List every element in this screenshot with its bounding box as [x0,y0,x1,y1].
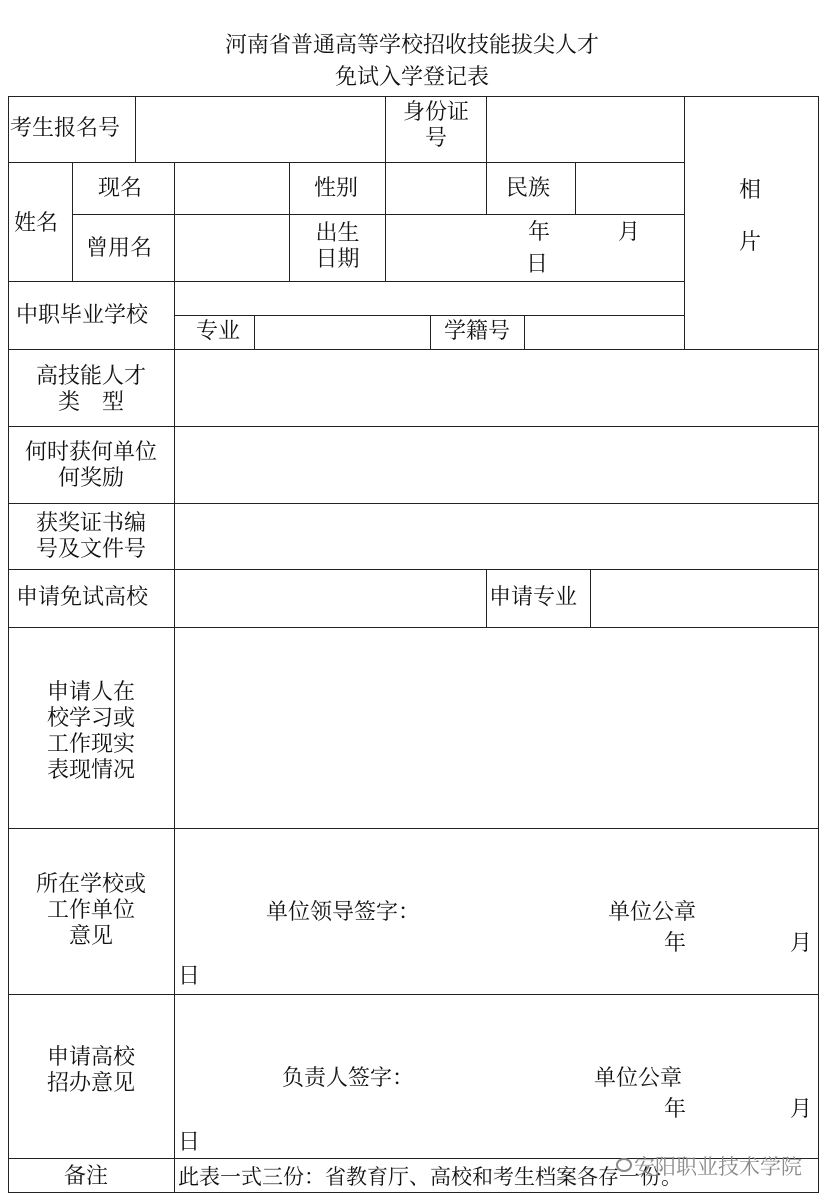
remarks-label: 备注 [64,1164,109,1189]
former-name-field[interactable] [175,215,289,281]
student-no-field[interactable] [525,316,684,349]
form-subtitle: 免试入学登记表 [334,65,489,90]
wechat-icon [616,1158,632,1172]
sign-month-label: 月 [790,931,813,956]
photo-box[interactable] [685,97,818,349]
sign-year-label: 年 [664,931,687,956]
sign-day-label-2: 日 [178,1130,201,1155]
id-no-label: 身份证 号 [402,100,469,151]
applicant-no-label: 考生报名号 [10,116,121,141]
sign-year-label-2: 年 [664,1097,687,1122]
school-opinion-label: 所在学校或 工作单位 意见 [35,872,146,949]
responsible-sign-label: 负责人签字： [282,1066,415,1091]
target-university-field[interactable] [175,570,486,627]
current-name-label: 现名 [98,176,143,201]
birth-month-label: 月 [618,220,641,245]
remarks-text: 此表一式三份：省教育厅、高校和考生档案各存一份。 [178,1165,682,1189]
name-group-label: 姓名 [14,211,59,236]
unit-seal-label-2: 单位公章 [594,1066,683,1091]
photo-label: 相 片 [738,178,761,255]
birth-day-label: 日 [526,252,549,277]
watermark-text: 安阳职业技术学院 [634,1155,802,1179]
major-field[interactable] [255,316,430,349]
current-name-field[interactable] [175,163,289,214]
applicant-no-field[interactable] [136,97,385,162]
ethnicity-label: 民族 [506,176,551,201]
talent-type-field[interactable] [175,350,818,426]
birth-date-label: 出生 日期 [315,221,360,272]
secondary-school-field[interactable] [175,282,684,315]
target-university-label: 申请免试高校 [16,585,149,610]
award-info-label: 何时获何单位 何奖励 [24,440,157,491]
former-name-label: 曾用名 [86,236,153,261]
target-major-label: 申请专业 [489,585,578,610]
sign-month-label-2: 月 [790,1097,813,1122]
unit-seal-label: 单位公章 [608,900,697,925]
gender-field[interactable] [386,163,486,214]
leader-sign-label: 单位领导签字： [266,900,421,925]
student-no-label: 学籍号 [444,319,511,344]
university-opinion-label: 申请高校 招办意见 [46,1045,135,1096]
form-title: 河南省普通高等学校招收技能拔尖人才 [224,33,599,58]
secondary-school-label: 中职毕业学校 [16,303,149,328]
performance-field[interactable] [175,628,818,828]
major-label: 专业 [196,319,241,344]
certificate-no-label: 获奖证书编 号及文件号 [35,511,146,562]
talent-type-label: 高技能人才 类 型 [35,364,146,415]
ethnicity-field[interactable] [576,163,684,214]
target-major-field[interactable] [591,570,818,627]
award-info-field[interactable] [175,427,818,503]
certificate-no-field[interactable] [175,504,818,569]
sign-day-label: 日 [178,964,201,989]
id-no-field[interactable] [487,97,684,162]
performance-label: 申请人在 校学习或 工作现实 表现情况 [46,680,135,783]
gender-label: 性别 [314,176,359,201]
birth-year-label: 年 [528,220,551,245]
